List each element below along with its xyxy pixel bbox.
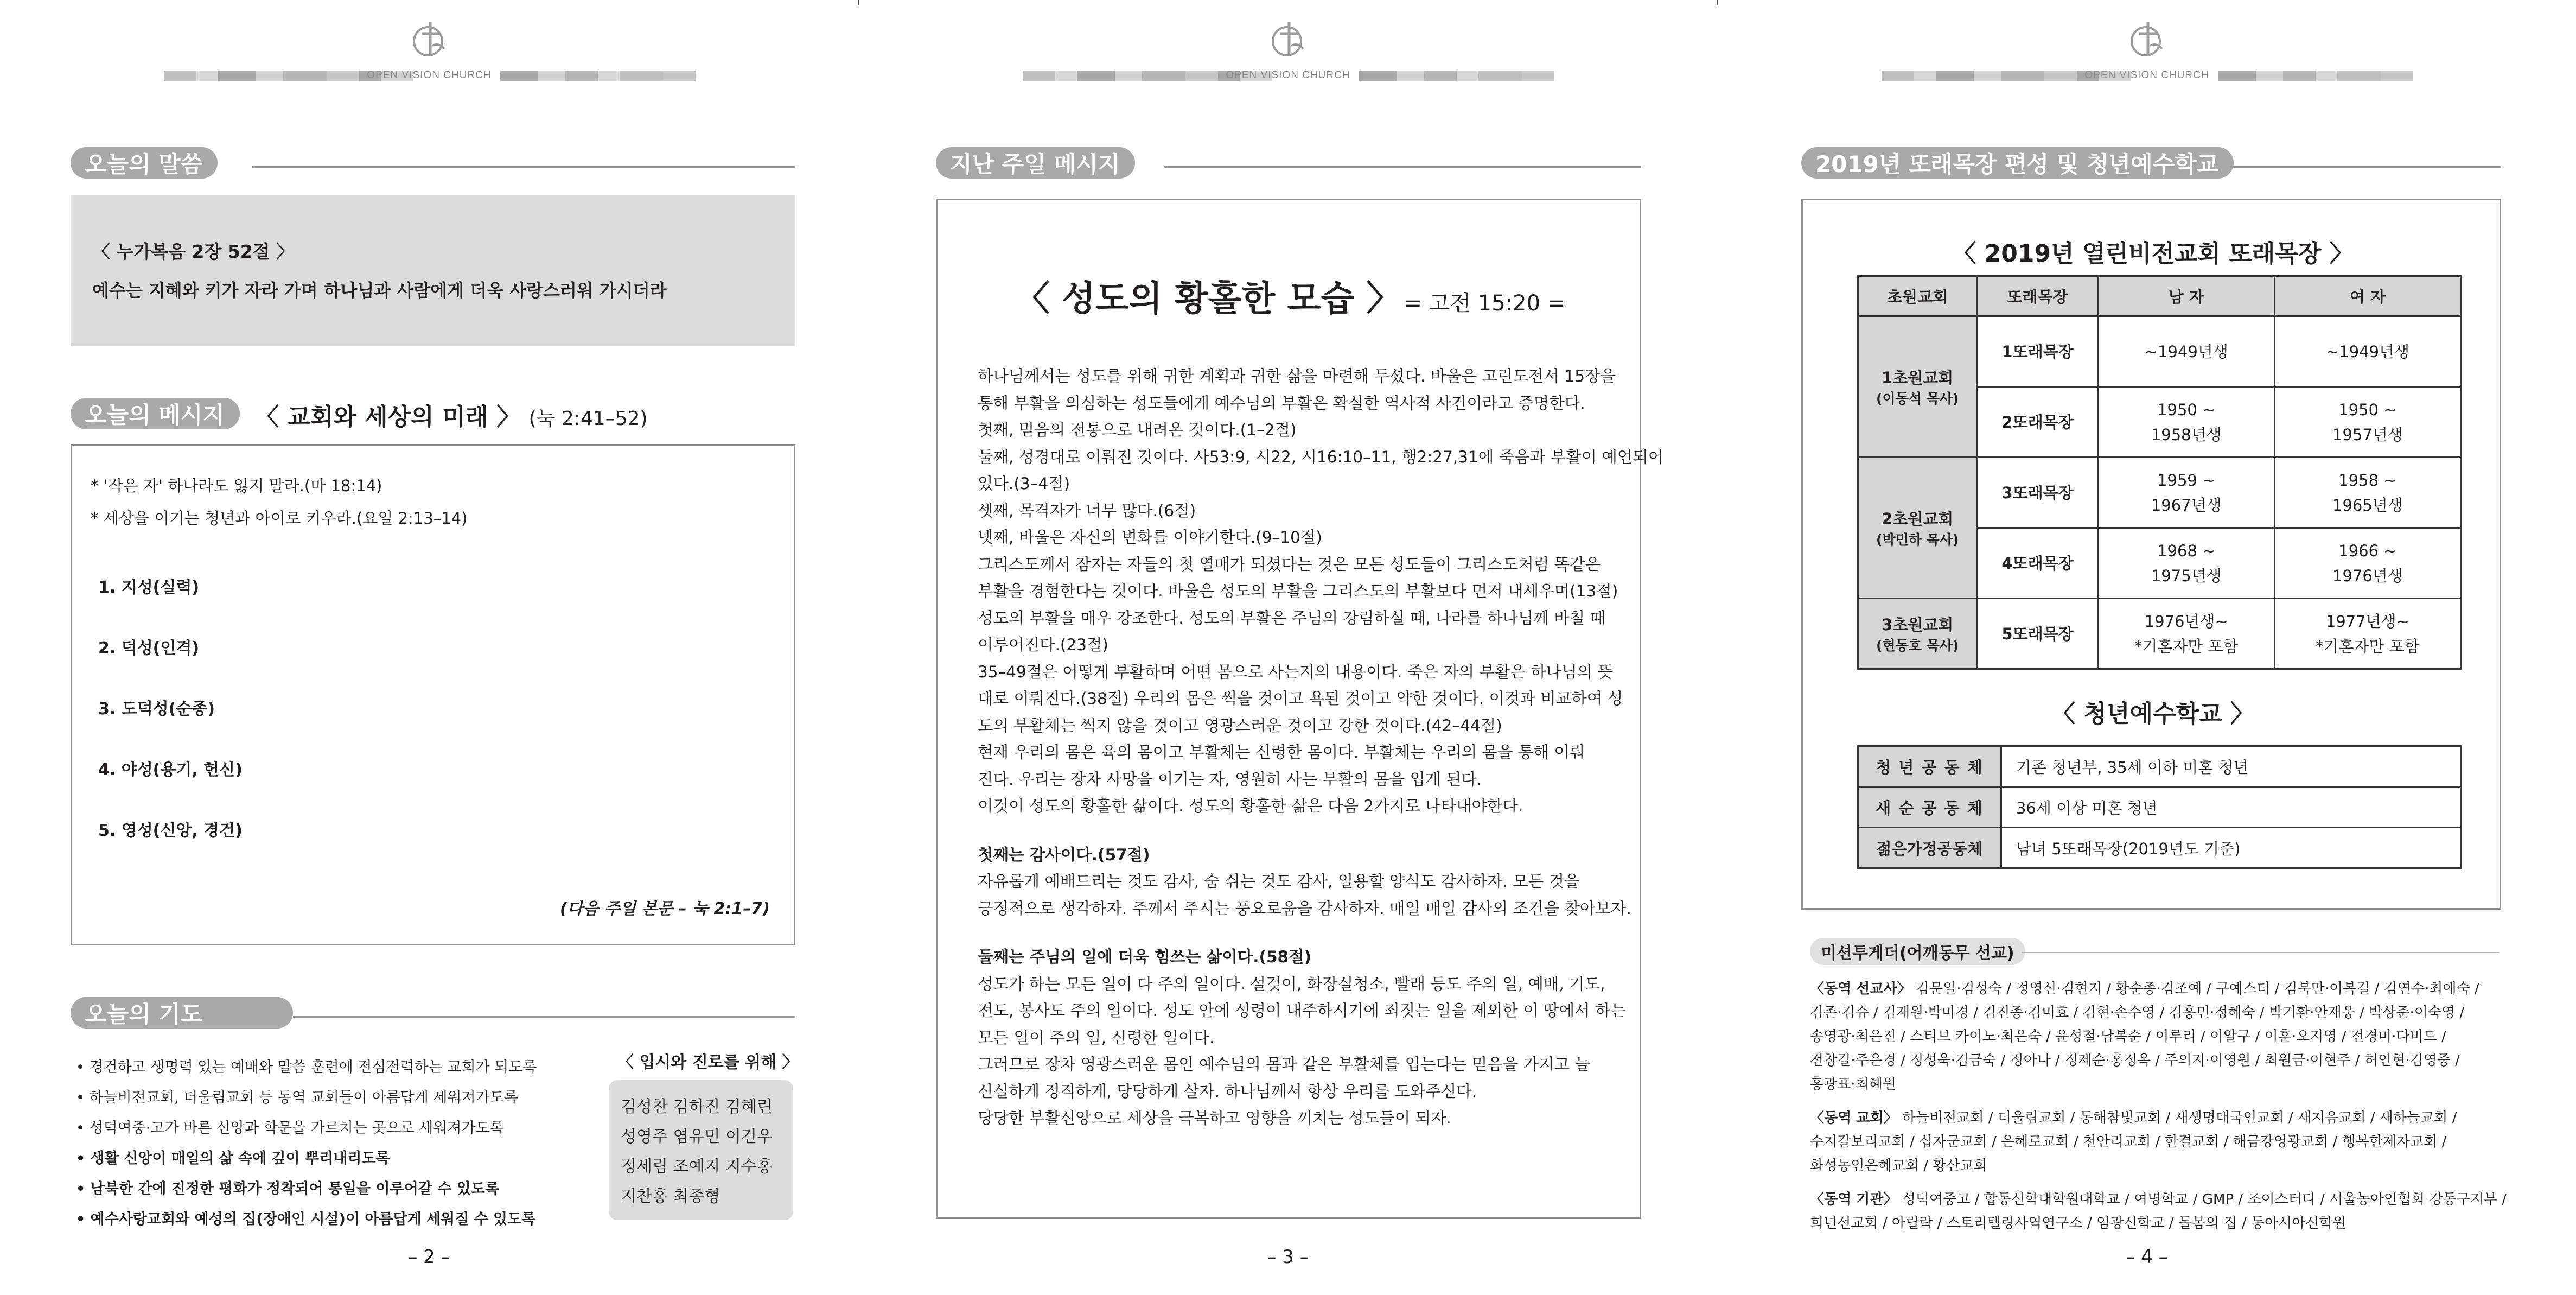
outline-point: 2. 덕성(인격) [98,639,200,658]
message-note: * 세상을 이기는 청년과 아이로 키우라.(요일 2:13–14) [91,509,468,528]
mission-together-tag: 미션투게더(어깨동무 선교) [1810,938,2025,965]
sermon-text: 하나님께서는 성도를 위해 귀한 계획과 귀한 삶을 마련해 두셨다. 바울은 고린도전서 15장을 통해 부활을 의심하는 성도들에게 예수님의 부활은 확실한 역사적 사건이라고 증명한다. 첫째, 믿음의 전통으로 내려온 것이다.(1–2절) 둘째, 성경대로 이뤄진 것이다. 사53:9, 시22, 시16:10–11, 행2:27,31에 죽음과 부활이 예언되어 있다.(3–4절) 셋째, 목격자가 너무 많다.(6절) 넷째, 바울은 자신의 변화를 이야기한다.(9–10절) 그리스도께서 잠자는 자들의 첫 열매가 되셨다는 것은 모든 성도들이 그리스도처럼 똑같은 부활을 경험한다는 것이다. 바울은 성도의 부활을 그리스도의 부활보다 먼저 내세우며(13절) 성도의 부활을 매우 강조한다. 성도의 부활은 주님의 강림하실 때, 나라를 하나님께 바칠 때 이루어진다.(23절) 35–49절은 어떻게 부활하며 어떤 몸으로 사는지의 내용이다. 죽은 자의 부활은 하나님의 뜻 대로 이뤄진다.(38절) 우리의 몸은 썩을 것이고 욕된 것이고 약한 것이다. 이것과 비교하여 성 도의 부활체는 썩지 않을 것이고 영광스러운 것이고 강한 것이다.(42–44절) 현재 우리의 몸은 육의 몸이고 부활체는 신령한 몸이다. 부활체는 우리의 몸을 통해 이뤄 진다. 우리는 장차 사망을 이기는 자, 영원히 사는 부활의 몸을 입게 된다. 이것이 성도의 황홀한 삶이다. 성도의 황홀한 삶은 다음 2가지로 나타내야한다. 첫째는 감사이다.(57절) 자유롭게 예배드리는 것도 감사, 숨 쉬는 것도 감사, 일용할 양식도 감사하자. 모든 것을 긍정적으로 생각하자. 주께서 주시는 풍요로움을 감사하자. 매일 매일 감사의 조건을 찾아보자. 둘째는 주님의 일에 더욱 힘쓰는 삶이다.(58절) 성도가 하는 모든 일이 다 주의 일이다. 설겆이, 화장실청소, 빨래 등도 주의 일, 예배, 기도, 전도, 봉사도 주의 일이다. 성도 안에 성령이 내주하시기에 죄짓는 일을 제외한 이 땅에서 하는 모든 일이 주의 일, 신령한 일이다. 그러므로 장차 영광스러운 몸인 예수님의 몸과 같은 부활체를 입는다는 믿음을 가지고 늘 신실하게 정직하게, 당당하게 살자. 하나님께서 항상 우리를 도와주신다. 당당한 부활신앙으로 세상을 극복하고 영향을 끼치는 성도들이 되자. [978,367,1664,1127]
table-header: 또래목장 [1977,276,2098,316]
sermon-point-title: 첫째는 감사이다.(57절) [978,845,1150,864]
sermon-title: 〈 성도의 황홀한 모습 〉 = 고전 15:20 = [1015,279,1566,319]
page-number: – 4 – [2126,1246,2168,1268]
prayer-item: • 남북한 간에 진정한 평화가 정착되어 통일을 이루어갈 수 있도록 [76,1180,499,1197]
word-section-tag: 오늘의 말씀 [71,147,218,179]
fold-mark [1717,0,1718,5]
mokjang-schedule-box [1801,199,2501,910]
table-row: 3초원교회 (현동호 목사) 5또래목장 1976년생∼ *기혼자만 포함 1977년생∼ *기혼자만 포함 [1858,599,2461,669]
bulletin-page-4 [1718,0,2576,1295]
table-row: 젊은가정공동체 남녀 5또래목장(2019년도 기준) [1858,828,2461,868]
scripture-verse: 예수는 지혜와 키가 자라 가며 하나님과 사람에게 더욱 사랑스러워 가시더라 [92,280,667,301]
header-bar-right [500,71,696,81]
prayer-item: • 예수사랑교회와 예성의 집(장애인 시설)이 아름답게 세워질 수 있도록 [76,1211,536,1228]
youth-school-table [1857,745,2462,869]
sermon-point-title: 둘째는 주님의 일에 더욱 힘쓰는 삶이다.(58절) [978,948,1312,966]
table-header: 초원교회 [1858,276,1977,316]
prayer-item: • 생활 신앙이 매일의 삶 속에 깊이 뿌리내리도록 [76,1150,390,1167]
mokjang-table-title: 〈 2019년 열린비전교회 또래목장 〉 [1952,240,2354,268]
message-reference: (눅 2:41–52) [528,408,648,430]
outline-point: 3. 도덕성(순종) [98,700,215,719]
mission-partners-list: 〈동역 선교사〉 김문일·김성숙 / 정영신·김현지 / 황순종·김조예 / 구예스더 / 김북만·이복길 / 김연수·최애숙 / 김존·김슈 / 김재원·박미경 / 김진종·김미효 / 김현·손수영 / 김흥민·정혜숙 / 박기환·안재웅 / 박상준·이숙영 / 송영광·최은진 / 스티브 카이노·최은숙 / 윤성철·남복순 / 이루리 / 이알구 / 이훈·오지영 / 전경미·다비드 / 전창길·주은경 / 정성욱·김금숙 / 정아나 / 정제순·홍정옥 / 주의지·이영원 / 최원금·이현주 / 허인현·김영중 / 홍광표·최혜원 〈동역 교회〉 하늘비전교회 / 더울림교회 / 동해참빛교회 / 새생명태국인교회 / 새지음교회 / 새하늘교회 / 수지갈보리교회 / 십자군교회 / 은혜로교회 / 천안리교회 / 한결교회 / 해금강영광교회 / 행복한제자교회 / 화성농인은혜교회 / 황산교회 〈동역 기관〉 성덕여중고 / 합동신학대학원대학교 / 여명학교 / GMP / 조이스터디 / 서울농아인협회 강동구지부 / 희년선교회 / 아릴락 / 스토리텔링사역연구소 / 임광신학교 / 돌봄의 집 / 동아시아신학원 [1810,981,2507,1231]
header-bar-right [1359,71,1554,81]
last-sermon-section-tag: 지난 주일 메시지 [936,147,1135,179]
church-name: OPEN VISION CHURCH [2084,69,2209,81]
page-header [1718,15,2576,81]
table-row: 새 순 공 동 체 36세 이상 미혼 청년 [1858,787,2461,828]
page-header [859,15,1717,81]
todays-word-box [71,195,795,346]
table-row: 2또래목장 1950 ∼ 1958년생 1950 ∼ 1957년생 [1858,387,2461,458]
table-row: 4또래목장 1968 ∼ 1975년생 1966 ∼ 1976년생 [1858,528,2461,599]
fold-mark [858,0,859,5]
header-bar-right [2218,71,2413,81]
message-outline-box [71,444,795,945]
education-names-box: 김성찬 김하진 김혜린 성영주 염유민 이건우 정세림 조예지 지수홍 지찬홍 최종형 [609,1080,793,1220]
church-cross-logo-icon [2126,18,2167,60]
sermon-summary-box [936,199,1664,1219]
outline-point: 1. 지성(실력) [98,578,200,597]
scripture-reference: 〈 누가복음 2장 52절 〉 [92,241,295,262]
prayer-item: • 하늘비전교회, 더울림교회 등 동역 교회들이 아름답게 세워져가도록 [76,1089,518,1106]
prayer-item: • 경건하고 생명력 있는 예배와 말씀 훈련에 전심전력하는 교회가 되도록 [76,1059,537,1076]
mission-group-label: 〈동역 선교사〉 [1810,981,1911,997]
page-header [0,15,858,81]
mission-group-label: 〈동역 교회〉 [1810,1110,1898,1126]
bulletin-page-3 [859,0,1717,1295]
sermon-reference: = 고전 15:20 = [1404,291,1566,316]
table-row: 1초원교회 (이동석 목사) 1또래목장 ∼1949년생 ∼1949년생 [1858,316,2461,387]
church-cross-logo-icon [409,18,450,60]
page-number: – 2 – [408,1246,450,1268]
prayer-section-tag: 오늘의 기도 [71,996,293,1029]
message-title: 〈 교회와 세상의 미래 〉 (눅 2:41–52) [255,403,648,431]
table-row: 청 년 공 동 체 기존 청년부, 35세 이하 미혼 청년 [1858,746,2461,787]
church-name: OPEN VISION CHURCH [367,69,492,81]
mokjang-section-tag: 2019년 또래목장 편성 및 청년예수학교 [1801,147,2234,179]
table-row: 2초원교회 (박민하 목사) 3또래목장 1959 ∼ 1967년생 1958 ∼ 1965년생 [1858,458,2461,528]
mokjang-table [1857,275,2462,670]
table-header: 여 자 [2274,276,2460,316]
message-section-tag: 오늘의 메시지 [71,397,240,430]
education-prayer-title: 〈 입시와 진로를 위해 〉 [617,1053,799,1072]
youth-school-title: 〈 청년예수학교 〉 [2051,700,2254,728]
message-note: * '작은 자' 하나라도 잃지 말라.(마 18:14) [91,477,382,495]
mission-group-label: 〈동역 기관〉 [1810,1191,1898,1208]
table-header: 남 자 [2098,276,2274,316]
page-number: – 3 – [1267,1246,1309,1268]
prayer-item: • 성덕여중·고가 바른 신앙과 학문을 가르치는 곳으로 세워져가도록 [76,1120,504,1137]
outline-point: 4. 야성(용기, 헌신) [98,760,243,779]
church-cross-logo-icon [1267,18,1309,60]
church-name: OPEN VISION CHURCH [1226,69,1350,81]
outline-point: 5. 영성(신앙, 경건) [98,821,243,840]
bulletin-page-2 [0,0,858,1295]
next-week-text: (다음 주일 본문 – 눅 2:1–7) [559,899,770,918]
